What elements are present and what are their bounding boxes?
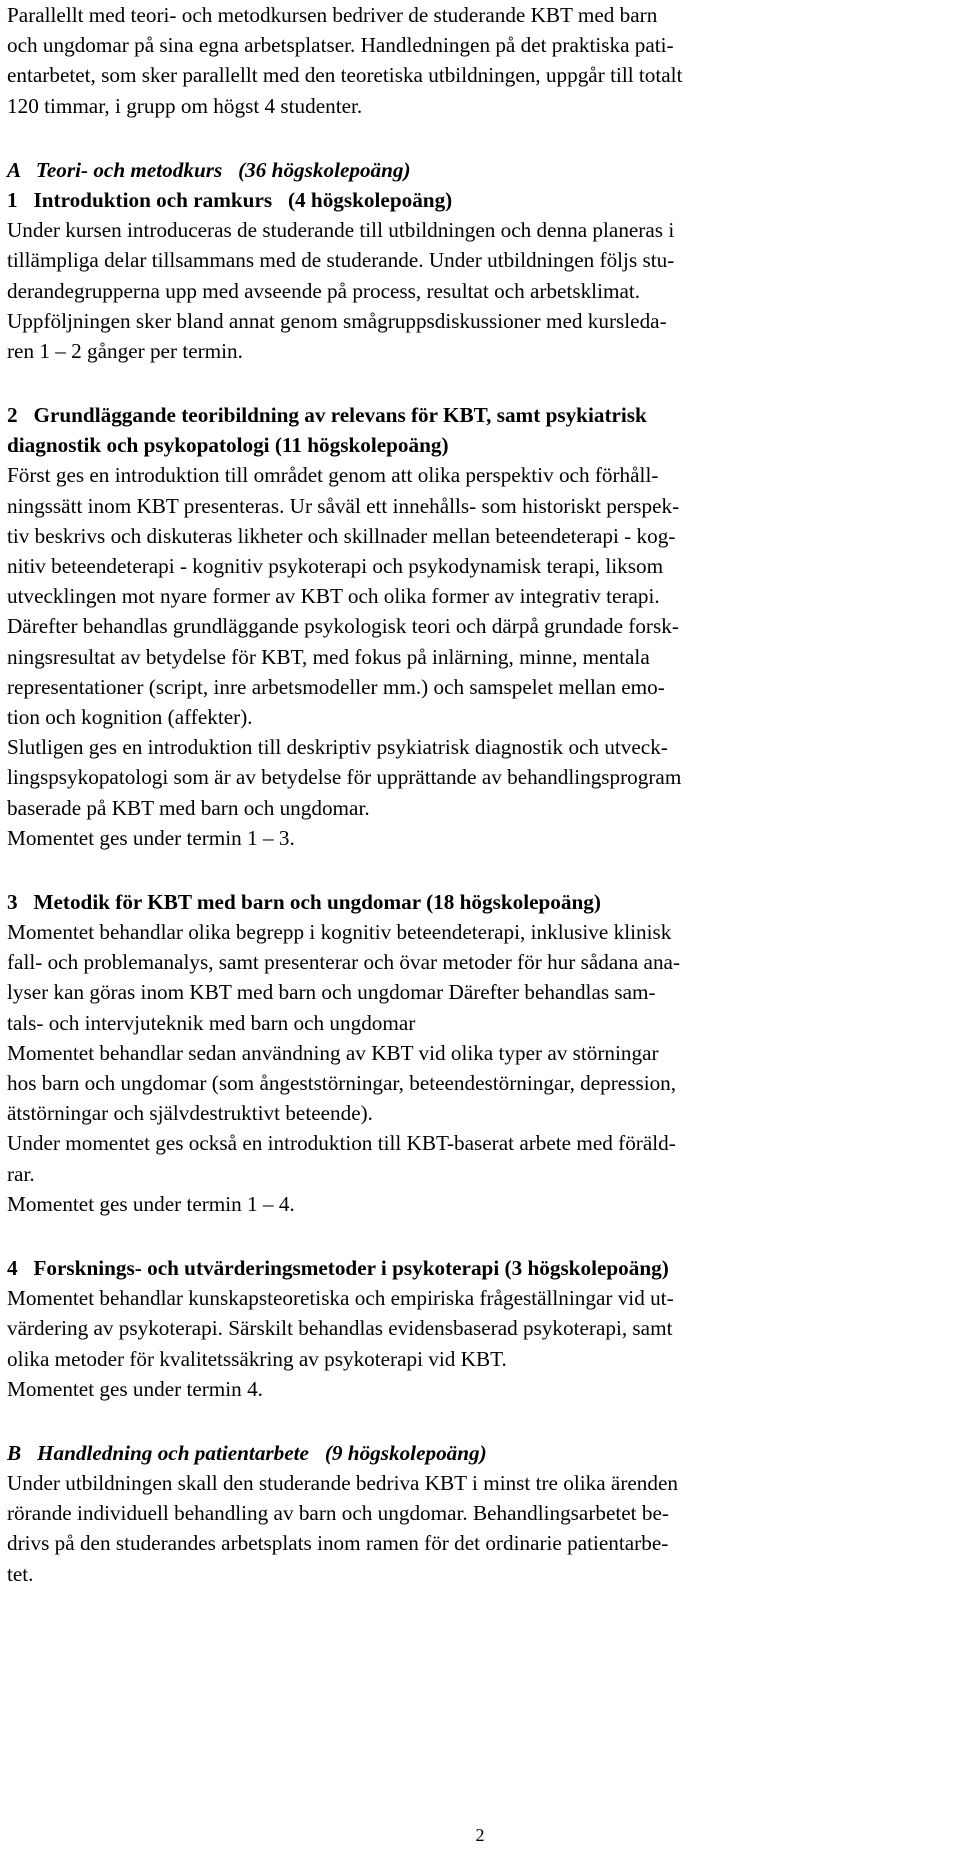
text-line: Under momentet ges också en introduktion till KBT-baserat arbete med föräld- [7, 1131, 676, 1156]
subsection-2-body [7, 460, 955, 852]
text-line: olika metoder för kvalitetssäkring av psykoterapi vid KBT. [7, 1346, 507, 1371]
text-line: fall- och problemanalys, samt presenterar och övar metoder för hur sådana ana- [7, 950, 681, 975]
text-line: 120 timmar, i grupp om högst 4 studenter. [7, 93, 363, 118]
section-b-heading: B Handledning och patientarbete (9 högskolepoäng) [7, 1440, 487, 1465]
text-line: nitiv beteendeterapi - kognitiv psykoterapi och psykodynamisk terapi, liksom [7, 554, 664, 578]
text-line: Därefter behandlas grundläggande psykologisk teori och därpå grundade forsk- [7, 614, 679, 639]
text-line: Momentet behandlar olika begrepp i kognitiv beteendeterapi, inklusive klinisk [7, 920, 672, 945]
intro-paragraph [7, 0, 955, 121]
text-line: Momentet ges under termin 1 – 4. [7, 1191, 295, 1216]
text-line: tet. [7, 1561, 34, 1586]
text-line: ätstörningar och självdestruktivt beteende). [7, 1101, 373, 1126]
text-line: ningssätt inom KBT presenteras. Ur såväl ett innehålls- som historiskt perspek- [7, 493, 680, 518]
subsection-4-heading: 4 Forsknings- och utvärderingsmetoder i psykoterapi (3 högskolepoäng) [7, 1255, 669, 1280]
text-line: värdering av psykoterapi. Särskilt behandlas evidensbaserad psykoterapi, samt [7, 1316, 673, 1341]
subsection-1-body [7, 215, 955, 366]
document-page [7, 0, 955, 1589]
text-line: Momentet ges under termin 1 – 3. [7, 825, 295, 850]
section-a-heading: A Teori- och metodkurs (36 högskolepoäng) [7, 157, 411, 182]
text-line: entarbetet, som sker parallellt med den teoretiska utbildningen, uppgår till totalt [7, 63, 683, 88]
text-line: representationer (script, inre arbetsmodeller mm.) och samspelet mellan emo- [7, 674, 665, 699]
text-line: och ungdomar på sina egna arbetsplatser. Handledningen på det praktiska pati- [7, 33, 674, 58]
text-line: Parallellt med teori- och metodkursen bedriver de studerande KBT med barn [7, 3, 658, 27]
text-line: tion och kognition (affekter). [7, 704, 253, 729]
text-line: lyser kan göras inom KBT med barn och ungdomar Därefter behandlas sam- [7, 980, 656, 1005]
text-line: Momentet behandlar kunskapsteoretiska och empiriska frågeställningar vid ut- [7, 1286, 674, 1311]
subsection-3-heading: 3 Metodik för KBT med barn och ungdomar (18 högskolepoäng) [7, 889, 601, 914]
text-line: drivs på den studerandes arbetsplats inom ramen för det ordinarie patientarbe- [7, 1531, 669, 1556]
text-line: tillämpliga delar tillsammans med de studerande. Under utbildningen följs stu- [7, 248, 675, 273]
text-line: ningsresultat av betydelse för KBT, med fokus på inlärning, minne, mentala [7, 644, 650, 669]
subsection-1-heading: 1 Introduktion och ramkurs (4 högskolepoäng) [7, 187, 453, 212]
text-line: Under kursen introduceras de studerande till utbildningen och denna planeras i [7, 218, 675, 243]
text-line: hos barn och ungdomar (som ångeststörningar, beteendestörningar, depression, [7, 1071, 677, 1095]
subsection-2-heading-cont: diagnostik och psykopatologi (11 högskolepoäng) [7, 433, 449, 458]
text-line: Momentet ges under termin 4. [7, 1376, 263, 1401]
text-line: Momentet behandlar sedan användning av KBT vid olika typer av störningar [7, 1040, 659, 1065]
text-line: tiv beskrivs och diskuteras likheter och skillnader mellan beteendeterapi - kog- [7, 523, 676, 548]
subsection-3-body [7, 917, 955, 1219]
text-line: Uppföljningen sker bland annat genom smågruppsdiskussioner med kursleda- [7, 308, 667, 333]
text-line: rörande individuell behandling av barn och ungdomar. Behandlingsarbetet be- [7, 1501, 669, 1526]
section-b-body [7, 1468, 955, 1589]
section-b [7, 1438, 955, 1589]
text-line: ren 1 – 2 gånger per termin. [7, 338, 243, 363]
text-line: utvecklingen mot nyare former av KBT och olika former av integrativ terapi. [7, 584, 660, 609]
text-line: Först ges en introduktion till området genom att olika perspektiv och förhåll- [7, 463, 659, 488]
text-line: Slutligen ges en introduktion till deskriptiv psykiatrisk diagnostik och utveck- [7, 735, 668, 760]
text-line: tals- och intervjuteknik med barn och ungdomar [7, 1010, 416, 1035]
text-line: rar. [7, 1161, 35, 1186]
text-line: derandegrupperna upp med avseende på process, resultat och arbetsklimat. [7, 278, 641, 303]
page-number: 2 [475, 1825, 485, 1845]
section-a [7, 155, 955, 1404]
subsection-4-body [7, 1283, 955, 1404]
text-line: lingspsykopatologi som är av betydelse för upprättande av behandlingsprogram [7, 765, 682, 790]
text-line: baserade på KBT med barn och ungdomar. [7, 795, 370, 820]
text-line: Under utbildningen skall den studerande bedriva KBT i minst tre olika ärenden [7, 1471, 678, 1496]
subsection-2-heading: 2 Grundläggande teoribildning av relevans för KBT, samt psykiatrisk [7, 403, 647, 428]
